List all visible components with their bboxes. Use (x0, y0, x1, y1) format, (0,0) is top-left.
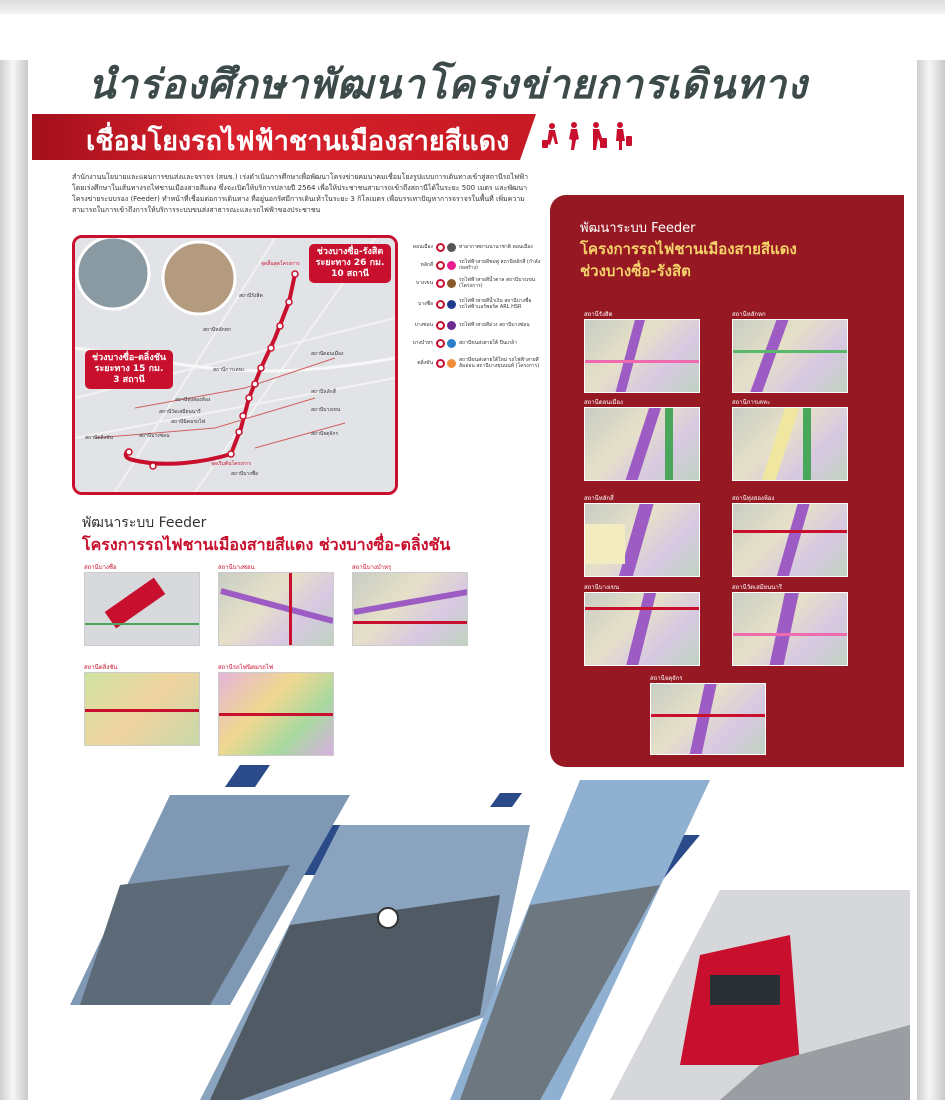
west-tag-line3: 3 สถานี (113, 375, 145, 385)
station-label: สถานีวัดเสมียนนารี (159, 409, 201, 415)
station-marker (277, 323, 283, 329)
station-label: สถานีจตุจักร (311, 431, 339, 437)
red-line-dot-icon (436, 300, 445, 309)
brown-line-icon (447, 279, 456, 288)
station-label: สถานีบางเขน (311, 407, 341, 413)
station-label: สถานีบางซ่อน (139, 433, 170, 439)
station-feeder-map (584, 495, 700, 577)
north-tag-line1: ช่วงบางซื่อ-รังสิต (316, 247, 384, 257)
west-section-tag (85, 350, 173, 389)
frame-top (0, 0, 945, 14)
north-tag-line2: ระยะทาง 26 กม. (315, 258, 385, 268)
station-marker (228, 451, 234, 457)
photo-collage (60, 765, 910, 1100)
station-feeder-map (584, 399, 700, 481)
legend-row (406, 274, 541, 292)
panel-heading-1: โครงการรถไฟชานเมืองสายสีแดง (580, 240, 797, 258)
feeder-map-image (584, 407, 700, 481)
station-map-title: สถานีรังสิต (584, 311, 613, 318)
station-map-title: สถานีจตุจักร (650, 675, 683, 682)
route-map (72, 235, 398, 495)
feeder-map-image (584, 319, 700, 393)
feeder-map-image (352, 572, 468, 646)
legend-desc: รถไฟฟ้าสายสีน้ำเงิน สถานีบางซื่อ รถไฟฟ้าแอร์พอร์ต ARL HSR (459, 298, 532, 310)
feeder-map-image (584, 592, 700, 666)
feeder-map-image (84, 572, 200, 646)
red-line-dot-icon (436, 321, 445, 330)
subtitle-banner-tail (520, 114, 536, 160)
west-tag-line2: ระยะทาง 15 กม. (94, 364, 164, 374)
legend-row (406, 316, 541, 334)
station-label: สถานีหลักสี่ (311, 389, 336, 395)
legend-row (406, 256, 541, 274)
legend-station: บางบำหรุ (412, 340, 433, 346)
station-feeder-map (732, 399, 848, 481)
panel-heading-2: ช่วงบางซื่อ-รังสิต (580, 262, 691, 280)
station-feeder-map (732, 495, 848, 577)
station-map-title: สถานีบางซื่อ (84, 564, 117, 571)
station-marker (126, 449, 132, 455)
station-map-title: สถานีบางเขน (584, 584, 620, 591)
station-label: สถานีบางซื่อ (231, 471, 259, 477)
red-line-dot-icon (436, 279, 445, 288)
station-feeder-map (218, 664, 334, 756)
legend-desc: รถไฟฟ้าสายสีชมพู สถานีหลักสี่ (กำลังก่อสร้าง) (459, 259, 541, 271)
red-line-dot-icon (436, 243, 445, 252)
clock-icon (378, 908, 398, 928)
station-label: สถานีหลักหก (203, 327, 232, 333)
blue-line-icon (447, 300, 456, 309)
orange-line-icon (447, 359, 456, 368)
red-line-dot-icon (436, 339, 445, 348)
west-tag-line1: ช่วงบางซื่อ-ตลิ่งชัน (92, 353, 166, 363)
legend-row (406, 238, 541, 256)
station-marker (286, 299, 292, 305)
legend-row (406, 352, 541, 374)
bus-terminal-icon (447, 339, 456, 348)
feeder-map-image (732, 592, 848, 666)
legend-desc: ท่าอากาศยานนานาชาติ ดอนเมือง (459, 244, 533, 250)
red-line-dot-icon (436, 359, 445, 368)
station-map-title: สถานีหลักสี่ (584, 495, 614, 502)
legend-desc: รถไฟฟ้าสายสีม่วง สถานีบางซ่อน (459, 322, 530, 328)
panel-label: พัฒนาระบบ Feeder (580, 221, 696, 236)
legend-station: บางซ่อน (414, 322, 433, 328)
station-feeder-map (732, 311, 848, 393)
north-tag-line3: 10 สถานี (331, 269, 369, 279)
station-label: สถานีดอนเมือง (311, 351, 344, 357)
frame-column-left (0, 60, 28, 1100)
legend-desc: สถานีขนส่งสายใต้ ปิ่นเกล้า (459, 340, 517, 346)
station-marker (292, 271, 298, 277)
interchange-legend (406, 238, 541, 374)
feeder-panel-north (550, 195, 904, 767)
station-marker (268, 345, 274, 351)
station-marker (258, 365, 264, 371)
purple-line-icon (447, 321, 456, 330)
legend-station: บางเขน (416, 280, 433, 286)
legend-row (406, 292, 541, 316)
station-map-title: สถานีรถไฟนิคมรถไฟ (218, 664, 274, 671)
feeder-map-image (84, 672, 200, 746)
station-label: สถานีตลิ่งชัน (85, 435, 113, 441)
station-feeder-map (732, 584, 848, 666)
station-marker (252, 381, 258, 387)
page-title: นำร่องศึกษาพัฒนาโครงข่ายการเดินทาง (88, 62, 808, 108)
lower-heading: โครงการรถไฟชานเมืองสายสีแดง ช่วงบางซื่อ-ตลิ่งชัน (82, 535, 451, 554)
red-line-dot-icon (436, 261, 445, 270)
station-map-title: สถานีทุ่งสองห้อง (732, 495, 775, 502)
airport-icon (447, 243, 456, 252)
legend-station: บางซื่อ (418, 301, 433, 307)
station-map-title: สถานีหลักหก (732, 311, 766, 318)
accent-stripe (490, 793, 522, 807)
station-map-title: สถานีดอนเมือง (584, 399, 623, 406)
station-label: สถานีนิคมรถไฟ (171, 419, 206, 425)
station-feeder-map (218, 564, 334, 646)
start-label: จุดเริ่มต้นโครงการ (211, 461, 252, 467)
lower-label: พัฒนาระบบ Feeder (82, 515, 207, 531)
station-marker (246, 395, 252, 401)
frame-column-right (917, 60, 945, 1100)
legend-station: ดอนเมือง (412, 244, 433, 250)
station-map-title: สถานีบางบำหรุ (352, 564, 392, 571)
legend-station: หลักสี่ (420, 262, 433, 268)
station-label: สถานีการเคหะ (213, 367, 245, 373)
feeder-map-image (650, 683, 766, 755)
station-feeder-map (84, 664, 200, 746)
station-map-title: สถานีตลิ่งชัน (84, 664, 118, 671)
station-marker (240, 413, 246, 419)
station-map-title: สถานีวัดเสมียนนารี (732, 584, 783, 591)
station-marker (236, 429, 242, 435)
station-map-title: สถานีบางซ่อน (218, 564, 255, 571)
north-section-tag (309, 244, 391, 283)
feeder-map-image (732, 319, 848, 393)
station-feeder-map (584, 584, 700, 666)
page-subtitle: เชื่อมโยงรถไฟฟ้าชานเมืองสายสีแดง (86, 126, 510, 157)
legend-row (406, 334, 541, 352)
end-label: จุดสิ้นสุดโครงการ (261, 261, 300, 267)
station-map-title: สถานีการเคหะ (732, 399, 771, 406)
travelers-icon (538, 118, 648, 158)
feeder-map-image (218, 672, 334, 756)
station-feeder-map (84, 564, 200, 646)
legend-desc: รถไฟฟ้าสายสีน้ำตาล สถานีบางเขน (โครงการ) (459, 277, 536, 289)
legend-desc: สถานีขนส่งสายใต้ใหม่ รถไฟฟ้าสายสีส้มอ่อน สถานีบางขุนนนท์ (โครงการ) (459, 357, 540, 369)
intro-paragraph: สำนักงานนโยบายและแผนการขนส่งและจราจร (สนข.) เร่งดำเนินการศึกษาเพื่อพัฒนาโครงข่ายคมนาคมเชื่อมโยงรูปแบบการเดินทางเข้าสู่สถานีรถไฟฟ้า โดยเร่งศึกษาในเส้นทางรถไฟชานเมืองสายสีแดง ซึ่งจะเปิดให้บริการปลายปี 2564 เพื่อให้ประชาชนสามารถเข้าถึงสถานีได้ในระยะ 500 เมตร และพัฒนาโครงข่ายระบบรอง (Feeder) ทำหน้าที่เชื่อมต่อการเดินทาง ที่อยู่นอกรัศมีการเดินเท้าในระยะ 3 กิโลเมตร เพื่อบรรเทาปัญหาการจราจรในพื้นที่ เพิ่มความสามารถในการเข้าถึงการให้บริการระบบขนส่งสาธารณะและรถไฟฟ้าของประชาชน (72, 173, 529, 214)
station-feeder-map (584, 311, 700, 393)
feeder-map-image (218, 572, 334, 646)
accent-stripe (225, 765, 270, 787)
feeder-map-image (732, 503, 848, 577)
feeder-map-image (732, 407, 848, 481)
station-label: สถานีรังสิต (239, 293, 263, 299)
station-feeder-map (352, 564, 468, 646)
station-feeder-map (650, 675, 766, 755)
legend-station: ตลิ่งชัน (417, 360, 433, 366)
feeder-map-image (584, 503, 700, 577)
pink-line-icon (447, 261, 456, 270)
station-label: สถานีทุ่งสองห้อง (175, 397, 211, 403)
station-marker (150, 463, 156, 469)
